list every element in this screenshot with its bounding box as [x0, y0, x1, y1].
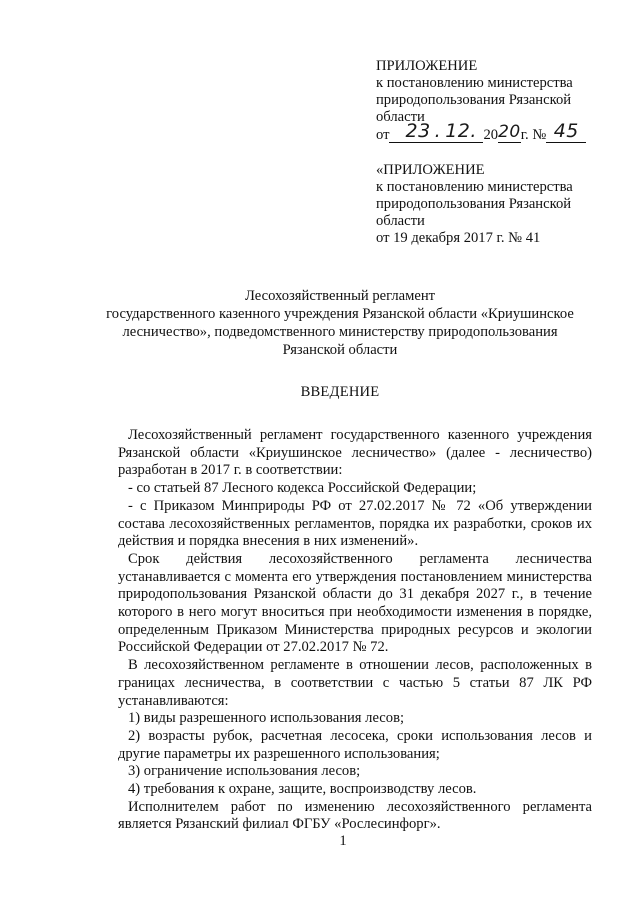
- paragraph: 1) виды разрешенного использования лесов;: [128, 710, 405, 727]
- paragraph: Лесохозяйственный регламент государственного казенного учреждения Рязанской области «Криушинское лесничество» (далее - лесничество) разработан в 2017 г. в соответствии:: [118, 427, 592, 479]
- number-handwritten: 45: [553, 120, 579, 142]
- annex-line: к постановлению министерства: [376, 179, 573, 195]
- section-heading: ВВЕДЕНИЕ: [300, 384, 380, 400]
- paragraph: Срок действия лесохозяйственного регламента лесничества устанавливается с момента его утверждения постановлением министерства природопользования Рязанской области до 31 декабря 2027 г., в течение которого в него могут вноситься при необходимости изменения в порядке, определенным Приказом Министерства природных ресурсов и экологии Российской Федерации от 27.02.2017 № 72.: [118, 550, 592, 656]
- date-prefix: от: [376, 127, 390, 143]
- date-year-field: [498, 122, 521, 143]
- title-line: Рязанской области: [282, 342, 398, 358]
- annex-line: к постановлению министерства: [376, 75, 573, 91]
- title-line: государственного казенного учреждения Рязанской области «Криушинское: [106, 306, 574, 322]
- title-line: Лесохозяйственный регламент: [244, 288, 436, 304]
- paragraph: 4) требования к охране, защите, воспроизводству лесов.: [128, 781, 477, 798]
- title-line: лесничество», подведомственного министерству природопользования: [122, 324, 558, 340]
- annex-heading: ПРИЛОЖЕНИЕ: [376, 58, 478, 74]
- document-title: [60, 287, 620, 359]
- date-handwritten-field: 23 . 12.: [389, 126, 483, 143]
- paragraph: 3) ограничение использования лесов;: [128, 763, 361, 780]
- number-sign: №: [532, 127, 547, 143]
- date-year-handwritten: 20: [498, 122, 521, 142]
- paragraph: Исполнителем работ по изменению лесохозяйственного регламента является Рязанский филиал ФГБУ «Рослесинфорг».: [118, 798, 592, 833]
- annex-line: от 19 декабря 2017 г. № 41: [376, 230, 541, 246]
- annex-line: области: [376, 213, 425, 229]
- paragraph: - с Приказом Минприроды РФ от 27.02.2017 № 72 «Об утверждении состава лесохозяйственных регламентов, порядка их разработки, сроков их действия и порядка внесения в них изменений».: [118, 497, 592, 550]
- paragraph: 2) возрасты рубок, расчетная лесосека, сроки использования лесов и другие параметры их разрешенного использования;: [118, 727, 592, 762]
- date-day-handwritten: 23: [405, 120, 431, 142]
- paragraph: В лесохозяйственном регламенте в отношении лесов, расположенных в границах лесничества, в соответствии с частью 5 статьи 87 ЛК РФ устанавливаются:: [118, 657, 592, 709]
- annex-date-line: [376, 120, 616, 144]
- annex-original-block: [376, 162, 616, 247]
- annex-line: природопользования Рязанской: [376, 196, 572, 212]
- date-month-handwritten: 12: [445, 120, 471, 142]
- page-number: 1: [339, 833, 347, 849]
- annex-line: области: [376, 109, 425, 125]
- number-field: [546, 120, 586, 143]
- date-year-prefix: 20: [483, 127, 499, 143]
- annex-line: природопользования Рязанской: [376, 92, 572, 108]
- paragraph: - со статьей 87 Лесного кодекса Российской Федерации;: [128, 480, 477, 497]
- annex-current-block: [376, 58, 616, 144]
- document-body: [118, 427, 592, 834]
- annex-heading: «ПРИЛОЖЕНИЕ: [376, 162, 485, 178]
- date-year-end: г.: [520, 127, 529, 143]
